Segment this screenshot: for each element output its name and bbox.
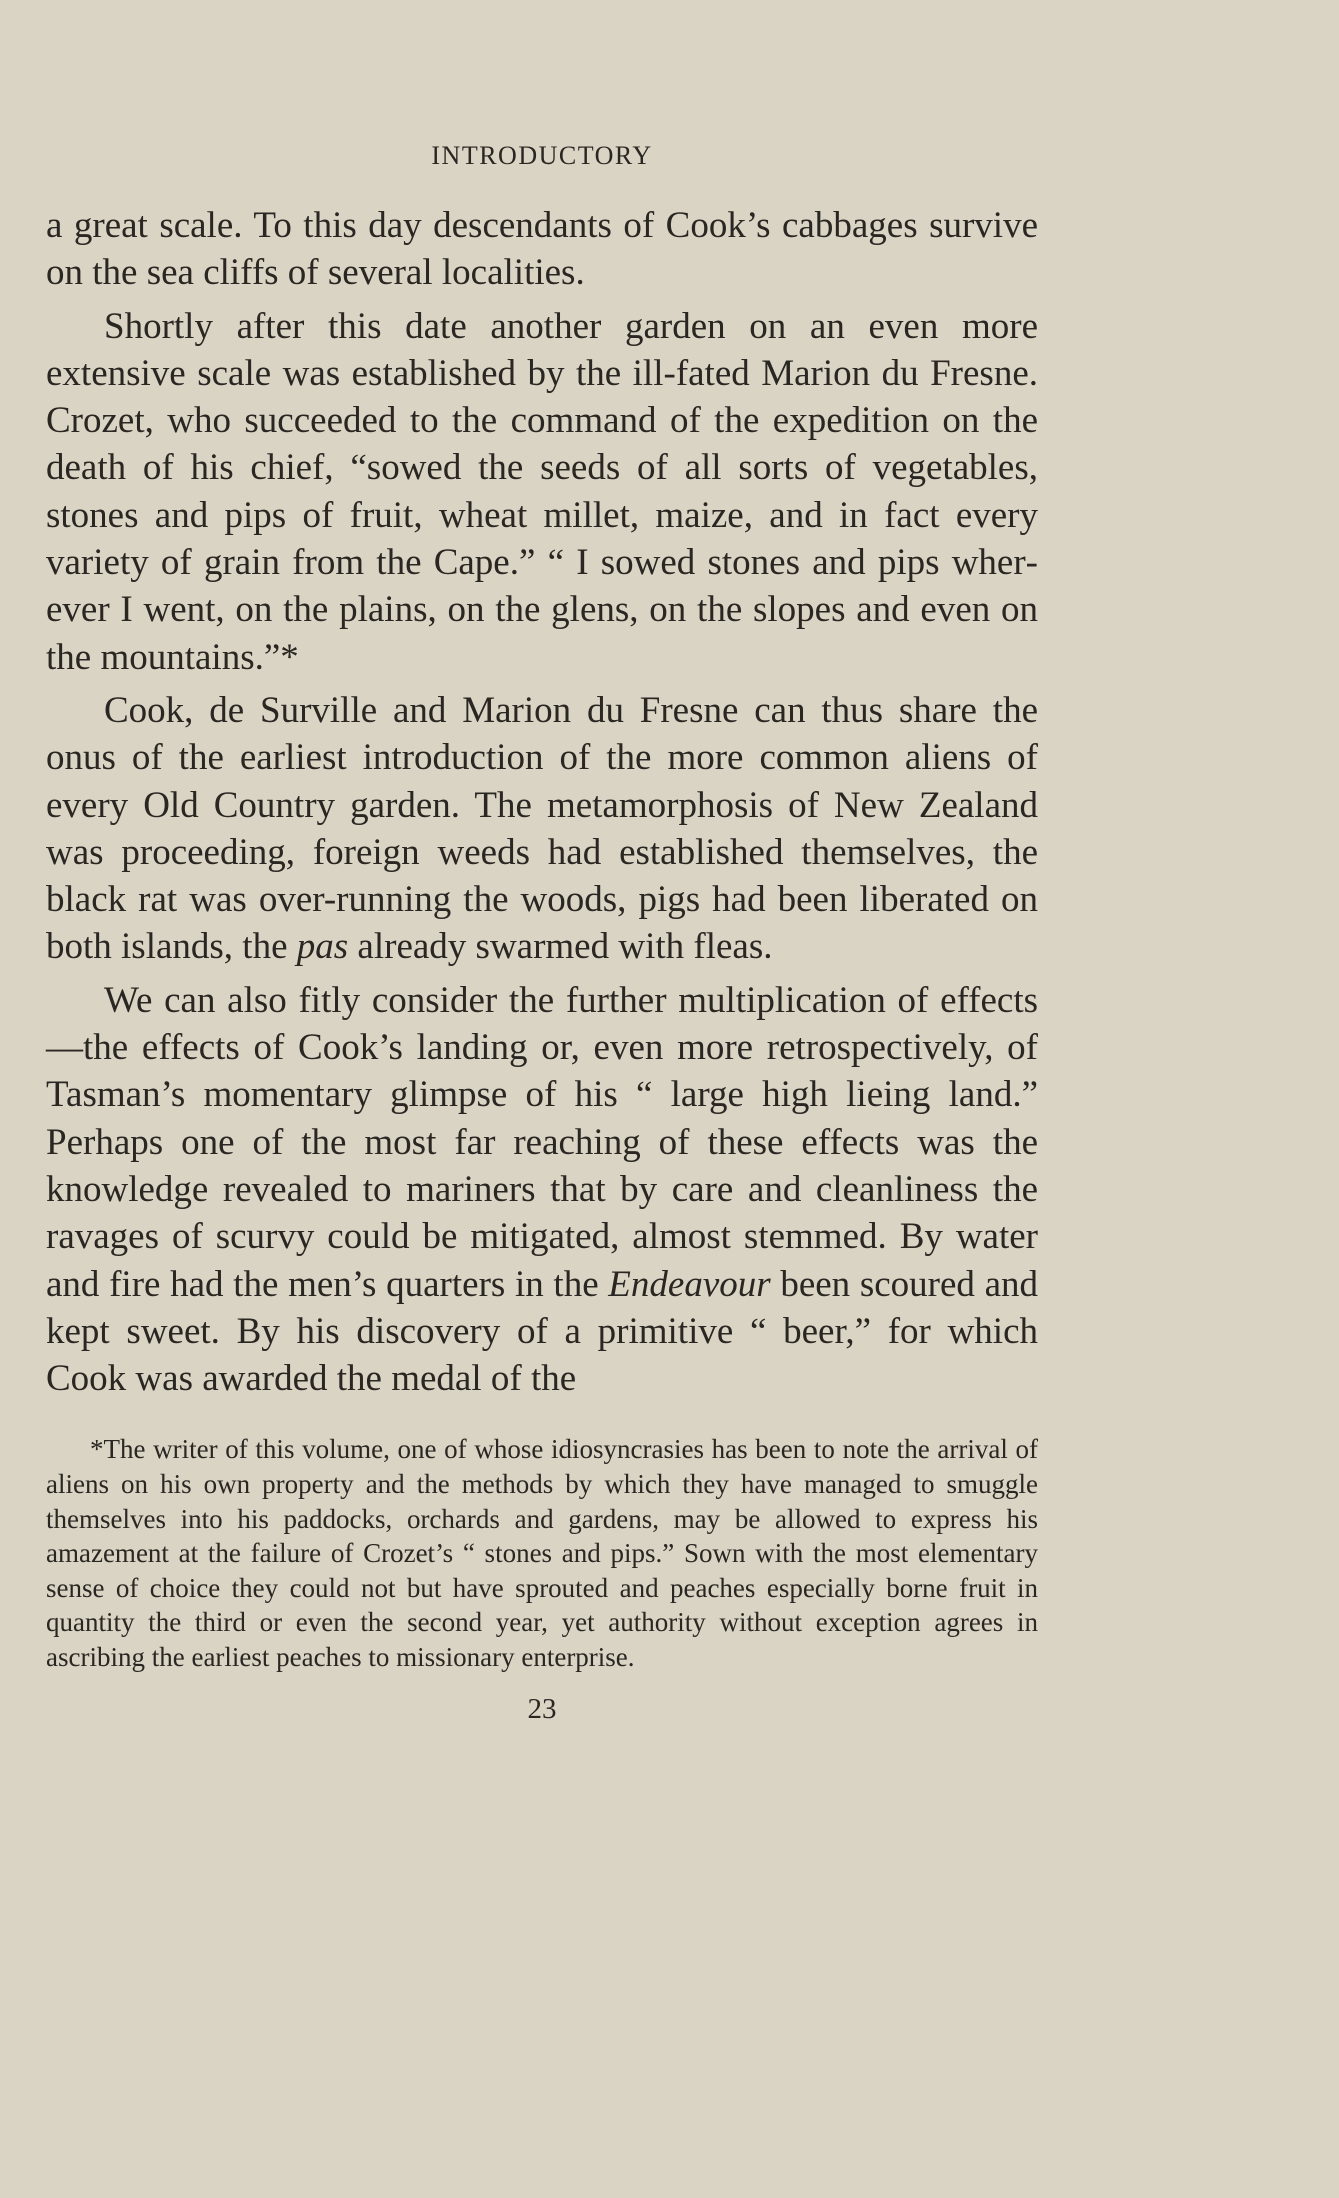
paragraph-3-text-start: Cook, de Surville and Marion du Fresne can thus share the onus of the earliest introduction of the more common aliens of every Old Country garden. The metamorphosis of New Zealand was proceeding, foreign weeds had established themselves, the black rat was over-running the woods, pigs had been liberated on both islands, the	[46, 689, 1038, 968]
footnote: *The writer of this volume, one of whose idiosyncrasies has been to note the arrival of aliens on his own property and the methods by which they have managed to smuggle themselves into his paddocks, orchards and gardens, may be allowed to express his amazement at the failure of Crozet’s “ stones and pips.” Sown with the most elementary sense of choice they could not but have sprouted and peaches especially borne fruit in quantity the third or even the second year, yet authority without exception agrees in ascribing the earliest peaches to missionary enterprise.	[46, 1434, 1038, 1672]
italic-term-pas: pas	[296, 926, 349, 968]
paragraph-3	[46, 687, 1038, 971]
running-head: INTRODUCTORY	[431, 141, 653, 170]
page-number: 23	[527, 1692, 557, 1725]
paragraph-4	[46, 977, 1038, 1403]
paragraph-2: Shortly after this date another garden on an even more extensive scale was established by the ill-fated Marion du Fresne. Crozet, who succeeded to the command of the expedition on the death of his chief, “sowed the seeds of all sorts of vegetables, stones and pips of fruit, wheat millet, maize, and in fact every variety of grain from the Cape.” “ I sowed stones and pips wherever I went, on the plains, on the glens, on the slopes and even on the mountains.”*	[46, 305, 1038, 678]
paragraph-4-text-start: We can also fitly consider the further multiplication of effects—the effects of Cook’s landing or, even more retrospectively, of Tasman’s momentary glimpse of his “ large high lieing land.” Perhaps one of the most far reaching of these effects was the knowledge revealed to mariners that by care and cleanliness the ravages of scurvy could be mitigated, almost stemmed. By water and fire had the men’s quarters in the	[46, 979, 1038, 1305]
paragraph-3-text-end: already swarmed with fleas.	[348, 926, 773, 968]
italic-ship-name: Endeavour	[608, 1263, 771, 1305]
paragraph-1: a great scale. To this day descendants of Cook’s cabbages survive on the sea cliffs of several localities.	[46, 205, 1038, 294]
body-text	[46, 202, 1038, 1402]
book-page	[46, 140, 1038, 1726]
paragraph-4-text-end: been scoured and kept sweet. By his discovery of a primitive “ beer,” for which Cook was awarded the medal of the	[46, 1263, 1038, 1400]
